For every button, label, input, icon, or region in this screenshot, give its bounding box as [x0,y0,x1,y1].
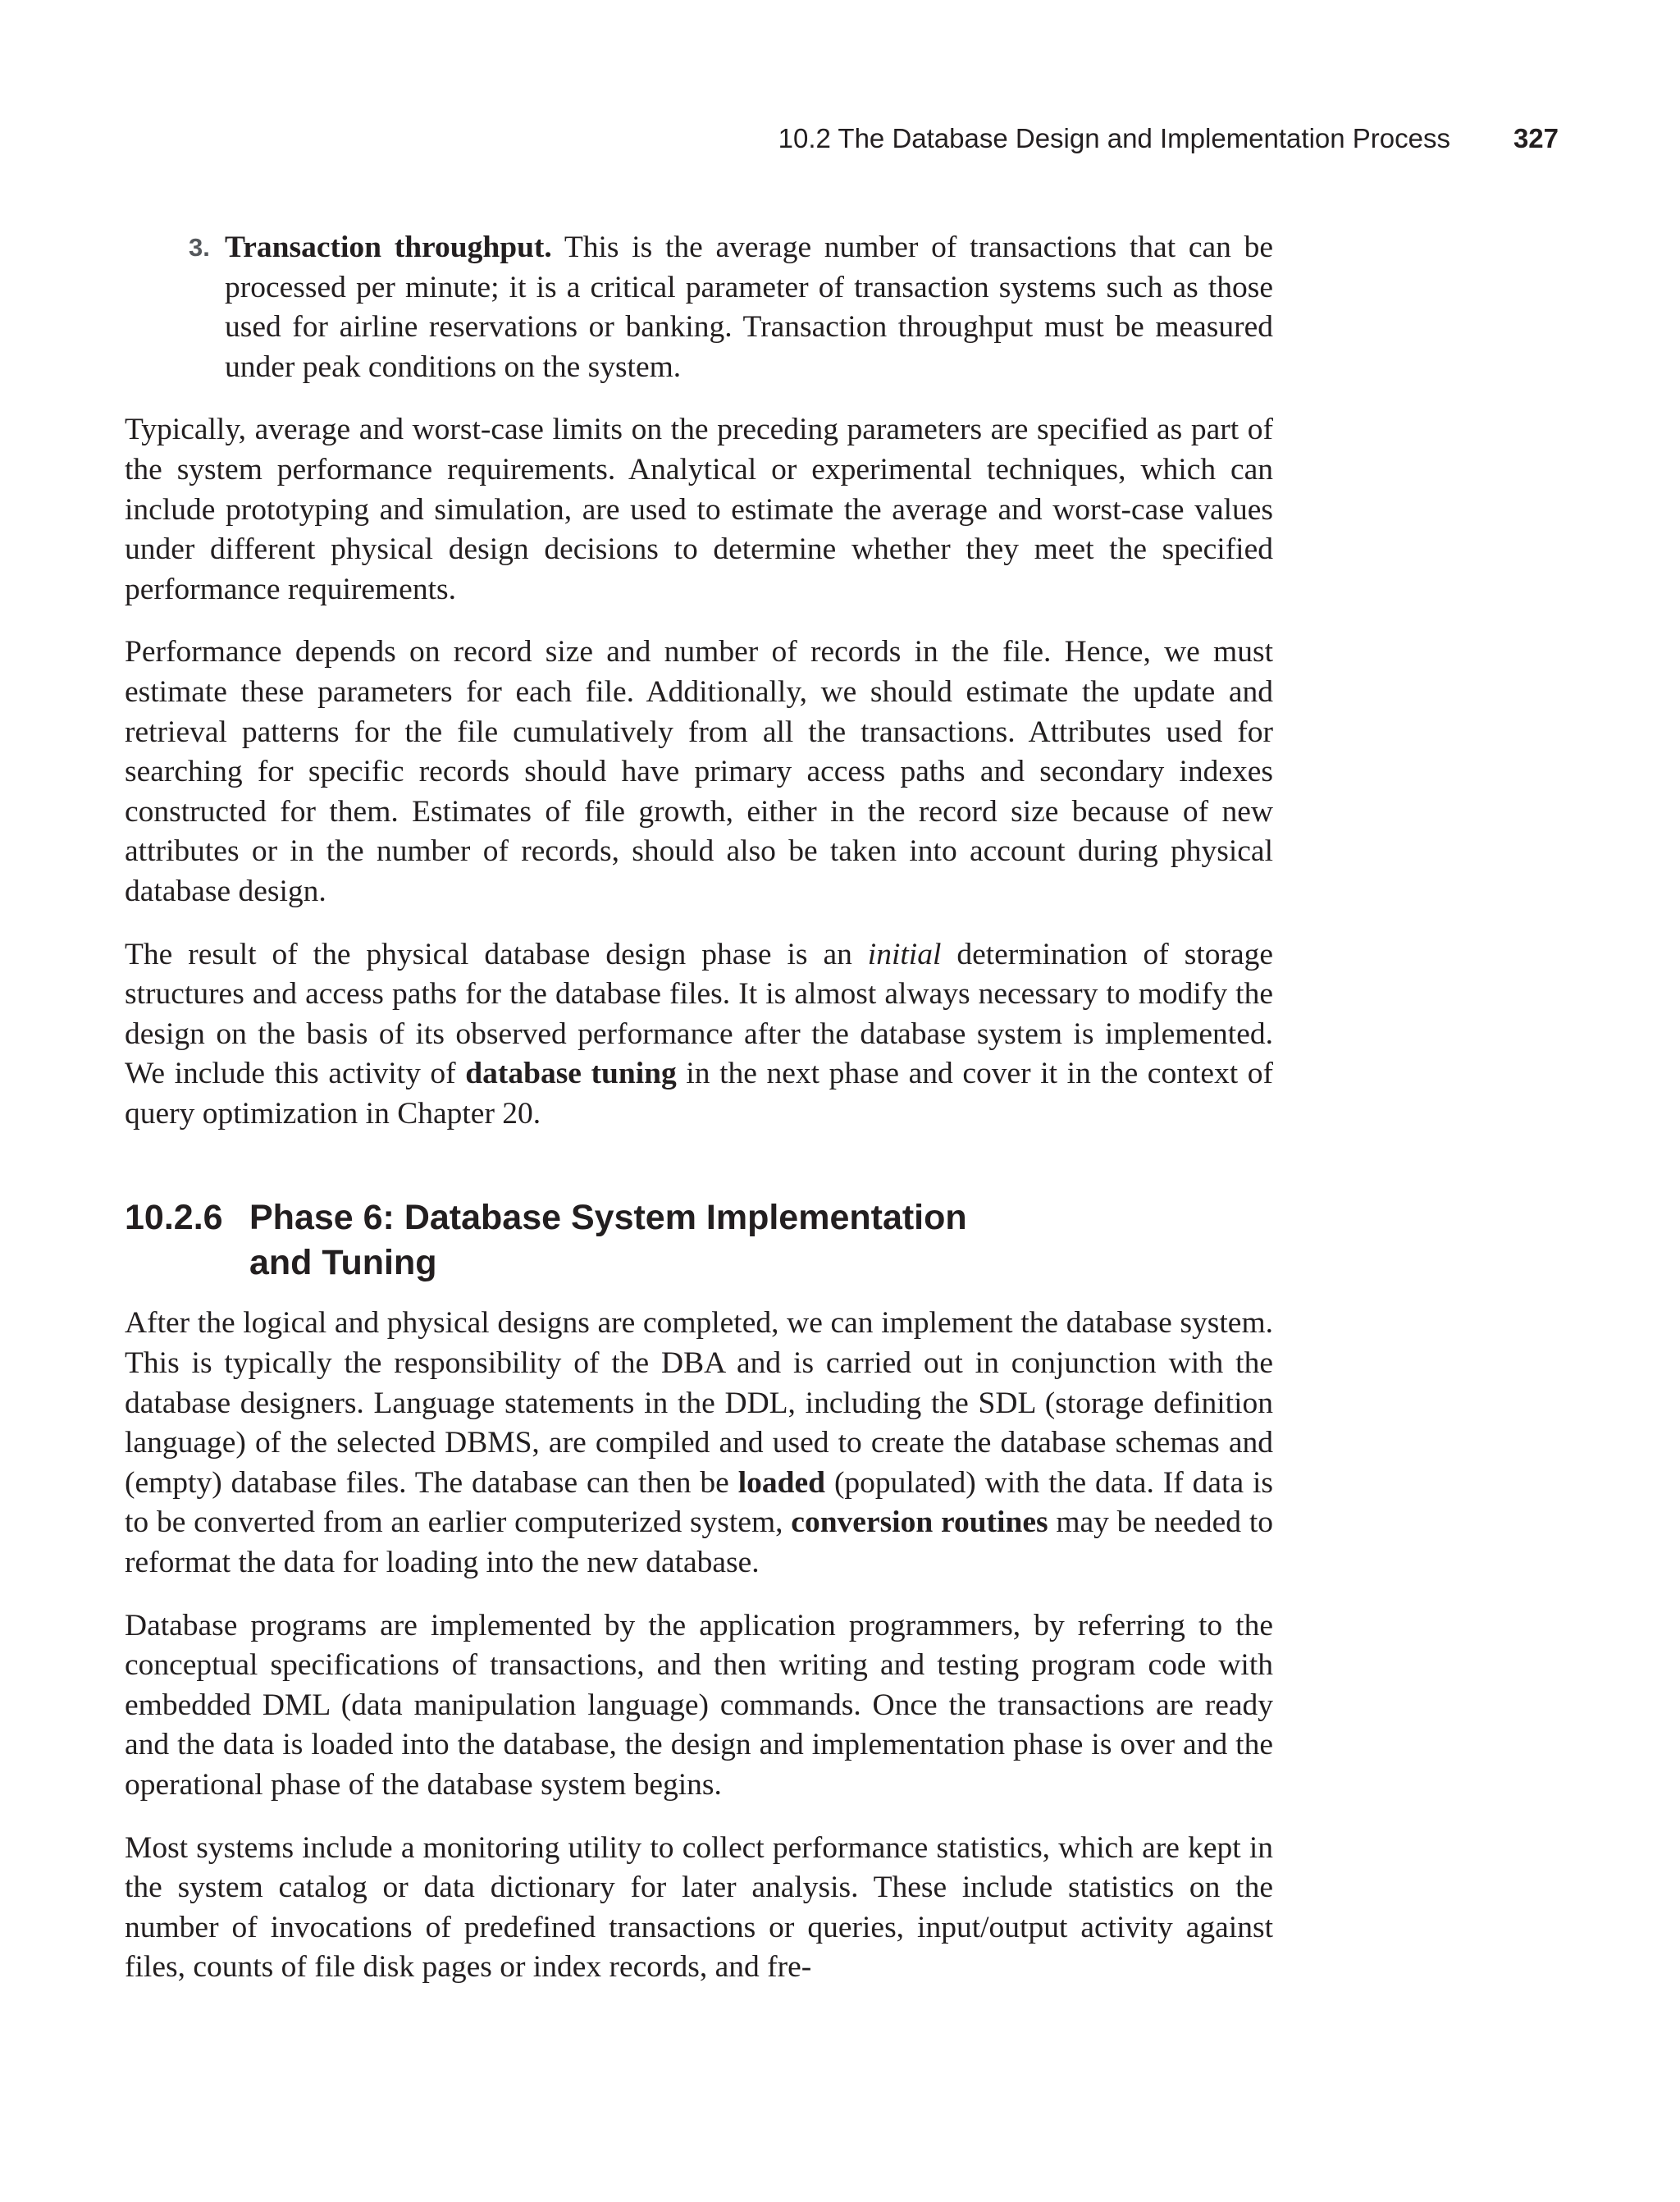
paragraph-monitoring: Most systems include a monitoring utility to collect performance statistics, which are kept in the system catalog or data dictionary for later analysis. These include statistics on the number of invocations of predefined transactions or queries, input/output activity against files, counts of file disk pages or index records, and fre- [125,1830,1273,1985]
section-title-line1: Phase 6: Database System Implementation [249,1198,967,1238]
text-segment: determination of storage structures and access paths for the database files. It is almost always necessary to modify the design on the basis of its observed performance after the database system is implemented. We include this activity of [125,937,1273,1091]
paragraph-record-size: Performance depends on record size and number of records in the file. Hence, we must estimate these parameters for each file. Additionally, we should estimate the update and retrieval patterns for the file cumulatively from all the transactions. Attributes used for searching for specific records should have primary access paths and secondary indexes constructed for them. Estimates of file growth, either in the record size because of new attributes or in the number of records, should also be taken into account during physical database design. [125,635,1273,908]
text-segment: in the next phase and cover it in the context of query optimization in Chapter 20. [125,1057,1274,1131]
list-term: Transaction throughput. [225,231,552,264]
paragraph-database-programs: Database programs are implemented by the application programmers, by referring to the conceptual specifications of transactions, and then writing and testing program code with embedded DML (data manipulation language) commands. Once the transactions are ready and the data is loaded into the database, the design and implementation phase is over and the operational phase of the database system begins. [125,1608,1273,1802]
list-item-transaction-throughput [125,228,1273,387]
term-conversion-routines: conversion routines [791,1505,1048,1540]
text-segment: (populated) with the data. If data is to be converted from an earlier computerized system, [125,1465,1274,1540]
term-loaded: loaded [737,1465,826,1500]
emphasis-initial: initial [867,937,942,971]
text-segment: The result of the physical database design phase is an [125,937,852,971]
list-text: This is the average number of transactions that can be processed per minute; it is a critical parameter of transaction systems such as those used for airline reservations or banking. Transaction throughput must be measured under peak conditions on the system. [225,231,1273,384]
text-segment: After the logical and physical designs are completed, we can implement the database system. This is typically the responsibility of the DBA and is carried out in conjunction with the database designers. Language statements in the DDL, including the SDL (storage definition language) of the selected DBMS, are compiled and used to create the database schemas and (empty) database files. The database can then be [125,1306,1273,1500]
paragraph-implementation [125,1304,1273,1583]
running-head [705,119,1559,158]
running-head-title: 10.2 The Database Design and Implementation Process [778,123,1450,153]
term-database-tuning: database tuning [465,1057,677,1091]
page-number: 327 [1513,123,1559,153]
paragraph-physical-design-result [125,935,1273,1135]
paragraph-performance-limits: Typically, average and worst-case limits on the preceding parameters are specified as part of the system performance requirements. Analytical or experimental techniques, which can include prototyping and simulation, are used to estimate the average and worst-case values under different physical design decisions to determine whether they meet the specified performance requirements. [125,413,1273,606]
section-number: 10.2.6 [125,1198,223,1238]
body-text [125,228,1273,2011]
text-segment: may be needed to reformat the data for loading into the new database. [125,1505,1273,1580]
section-heading [125,1195,1273,1286]
list-number: 3. [189,233,210,262]
section-title-line2: and Tuning [249,1243,437,1283]
